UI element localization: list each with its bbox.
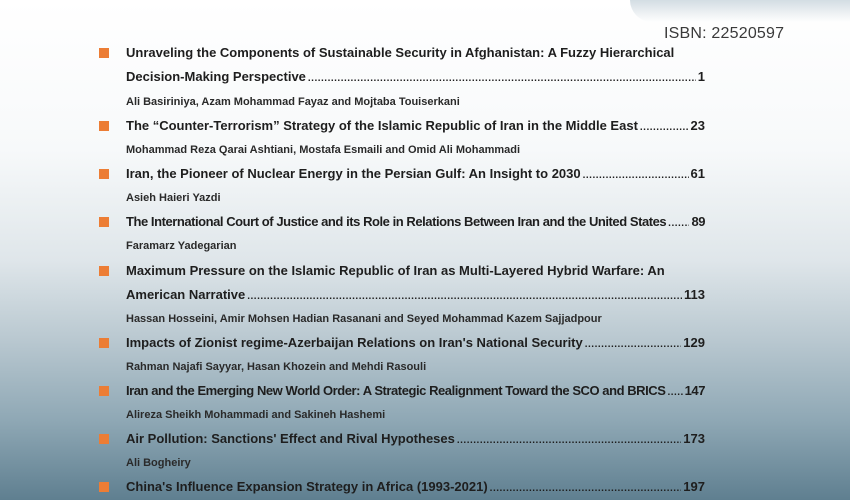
entry-authors: Hassan Hosseini, Amir Mohsen Hadian Rasanani and Seyed Mohammad Kazem Sajjadpour: [126, 313, 602, 325]
entry-title-text: American Narrative: [126, 287, 246, 302]
page-number: 197: [683, 479, 705, 494]
bullet-square-icon: [99, 386, 109, 396]
entry-title-text: Iran and the Emerging New World Order: A Strategic Realignment Toward the SCO and BRICS: [126, 383, 666, 398]
entry-title-text: Air Pollution: Sanctions' Effect and Rival Hypotheses: [126, 431, 455, 446]
entry-title-text: Decision-Making Perspective: [126, 69, 306, 84]
page-number: 1: [697, 69, 705, 84]
leader-dots: [585, 336, 682, 352]
entry-title-line: [126, 213, 705, 231]
entry-authors: Rahman Najafi Sayyar, Hasan Khozein and Mehdi Rasouli: [126, 361, 427, 373]
bullet-square-icon: [99, 266, 109, 276]
bullet-square-icon: [99, 48, 109, 58]
entry-title-text: The International Court of Justice and its Role in Relations Between Iran and the United States: [126, 214, 667, 229]
leader-dots: [457, 432, 681, 448]
entry-title-line: [126, 334, 705, 352]
page-number: 147: [684, 383, 705, 398]
page-number: 173: [683, 431, 705, 446]
entry-title-line: [126, 478, 705, 496]
entry-title-text: China's Influence Expansion Strategy in Africa (1993-2021): [126, 479, 488, 494]
entry-title-line-1: [126, 262, 705, 280]
entry-authors: Mohammad Reza Qarai Ashtiani, Mostafa Esmaili and Omid Ali Mohammadi: [126, 144, 521, 156]
entry-title-line-2: [126, 68, 705, 86]
entry-authors: Ali Basiriniya, Azam Mohammad Fayaz and Mojtaba Touiserkani: [126, 96, 460, 108]
leader-dots: [640, 119, 689, 135]
entry-title-line-2: [126, 286, 705, 304]
page-number: 129: [683, 335, 705, 350]
entry-title-text: Impacts of Zionist regime-Azerbaijan Relations on Iran's National Security: [126, 335, 583, 350]
bullet-square-icon: [99, 434, 109, 444]
leader-dots: [667, 384, 682, 400]
entry-authors: Ali Bogheiry: [126, 457, 191, 469]
entry-title-line: [126, 165, 705, 183]
bullet-square-icon: [99, 338, 109, 348]
entry-title-text: Maximum Pressure on the Islamic Republic of Iran as Multi-Layered Hybrid Warfare: An: [126, 263, 665, 278]
page-corner-decoration: [630, 0, 850, 22]
bullet-square-icon: [99, 217, 109, 227]
entry-authors: Faramarz Yadegarian: [126, 240, 237, 252]
entry-title-line: [126, 430, 705, 448]
entry-title-text: Iran, the Pioneer of Nuclear Energy in the Persian Gulf: An Insight to 2030: [126, 166, 581, 181]
page-number: 23: [690, 118, 705, 133]
leader-dots: [490, 480, 682, 496]
entry-authors: Asieh Haieri Yazdi: [126, 192, 221, 204]
bullet-square-icon: [99, 121, 109, 131]
page-number: 89: [691, 214, 705, 229]
isbn-label: ISBN: 22520597: [664, 25, 785, 42]
entry-title-text: Unraveling the Components of Sustainable Security in Afghanistan: A Fuzzy Hierarchical: [126, 45, 675, 60]
leader-dots: [308, 70, 696, 86]
leader-dots: [247, 288, 682, 304]
entry-title-line: [126, 117, 705, 135]
entry-title-line: [126, 382, 705, 400]
bullet-square-icon: [99, 169, 109, 179]
entry-authors: Alireza Sheikh Mohammadi and Sakineh Hashemi: [126, 409, 386, 421]
entry-title-text: The “Counter-Terrorism” Strategy of the Islamic Republic of Iran in the Middle East: [126, 118, 638, 133]
page-number: 61: [690, 166, 705, 181]
leader-dots: [583, 167, 689, 183]
entry-title-line-1: [126, 44, 705, 62]
page-number: 113: [684, 287, 705, 302]
bullet-square-icon: [99, 482, 109, 492]
leader-dots: [668, 215, 689, 231]
